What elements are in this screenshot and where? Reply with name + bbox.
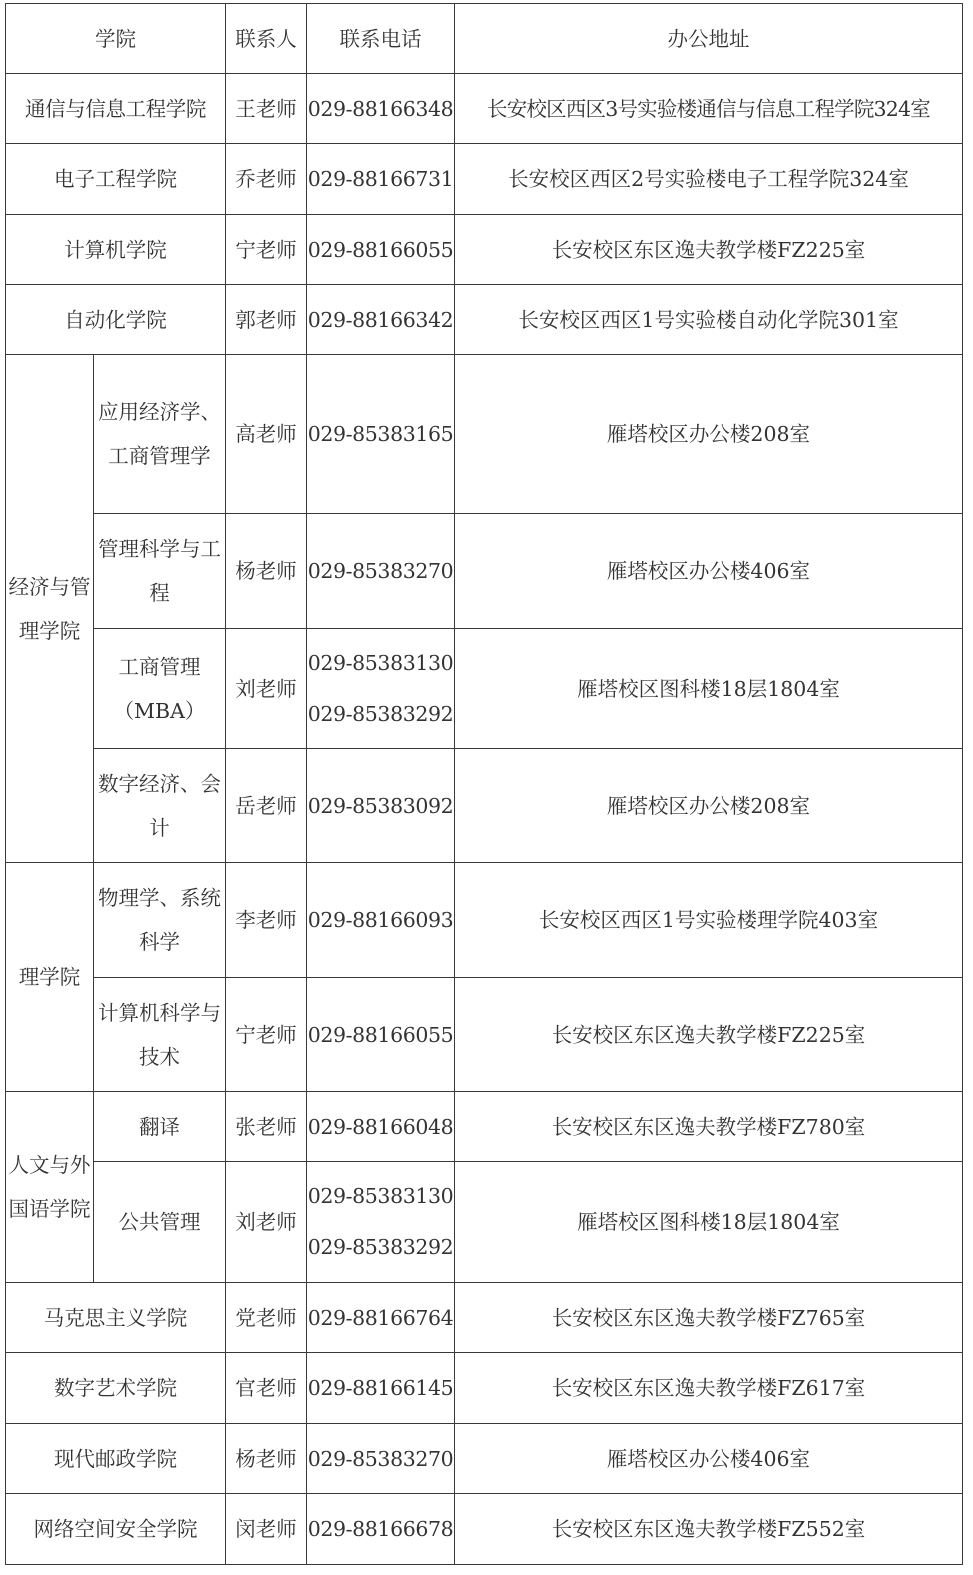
header-college: 学院	[6, 4, 226, 74]
college-name: 数字艺术学院	[6, 1353, 226, 1424]
office-address: 长安校区东区逸夫教学楼FZ765室	[455, 1283, 963, 1353]
office-address: 长安校区东区逸夫教学楼FZ617室	[455, 1353, 963, 1424]
header-phone: 联系电话	[307, 4, 455, 74]
phone-number: 029-85383092	[307, 749, 455, 863]
contact-name: 张老师	[226, 1092, 307, 1162]
contact-table	[5, 3, 963, 1565]
office-address: 长安校区西区2号实验楼电子工程学院324室	[455, 144, 963, 215]
contact-name: 党老师	[226, 1283, 307, 1353]
major-name: 数字经济、会计	[94, 749, 226, 863]
college-name: 计算机学院	[6, 215, 226, 285]
table-row	[6, 1283, 963, 1353]
office-address: 长安校区东区逸夫教学楼FZ552室	[455, 1494, 963, 1565]
college-name: 网络空间安全学院	[6, 1494, 226, 1565]
contact-name: 乔老师	[226, 144, 307, 215]
major-name: 物理学、系统科学	[94, 863, 226, 978]
major-name: 翻译	[94, 1092, 226, 1162]
office-address: 长安校区东区逸夫教学楼FZ225室	[455, 215, 963, 285]
major-name: 工商管理（MBA）	[94, 629, 226, 749]
office-address: 雁塔校区办公楼406室	[455, 514, 963, 629]
table-row	[6, 74, 963, 144]
contact-name: 高老师	[226, 355, 307, 514]
table-row	[6, 1494, 963, 1565]
table-row	[6, 1162, 963, 1283]
contact-name: 郭老师	[226, 285, 307, 355]
college-name: 自动化学院	[6, 285, 226, 355]
phone-number: 029-88166055	[307, 215, 455, 285]
header-contact: 联系人	[226, 4, 307, 74]
college-name: 经济与管理学院	[6, 355, 94, 863]
phone-number: 029-88166731	[307, 144, 455, 215]
table-row	[6, 355, 963, 514]
table-row	[6, 514, 963, 629]
office-address: 雁塔校区办公楼406室	[455, 1424, 963, 1494]
major-name: 公共管理	[94, 1162, 226, 1283]
office-address: 长安校区西区3号实验楼通信与信息工程学院324室	[455, 74, 963, 144]
major-name: 管理科学与工程	[94, 514, 226, 629]
office-address: 长安校区东区逸夫教学楼FZ780室	[455, 1092, 963, 1162]
phone-number: 029-88166342	[307, 285, 455, 355]
office-address: 雁塔校区图科楼18层1804室	[455, 1162, 963, 1283]
phone-number-primary: 029-85383130	[307, 650, 454, 675]
table-row	[6, 285, 963, 355]
phone-number: 029-88166678	[307, 1494, 455, 1565]
college-name: 通信与信息工程学院	[6, 74, 226, 144]
table-row	[6, 978, 963, 1092]
office-address: 长安校区西区1号实验楼理学院403室	[455, 863, 963, 978]
college-name: 电子工程学院	[6, 144, 226, 215]
college-name: 马克思主义学院	[6, 1283, 226, 1353]
table-row	[6, 629, 963, 749]
college-name: 理学院	[6, 863, 94, 1092]
college-name: 现代邮政学院	[6, 1424, 226, 1494]
phone-number: 029-85383270	[307, 1424, 455, 1494]
table-row	[6, 1092, 963, 1162]
contact-name: 宁老师	[226, 215, 307, 285]
table-row	[6, 215, 963, 285]
phone-number	[307, 629, 455, 749]
table-row	[6, 1424, 963, 1494]
phone-number-secondary: 029-85383292	[307, 701, 454, 726]
phone-number: 029-88166093	[307, 863, 455, 978]
phone-number	[307, 1162, 455, 1283]
table-row	[6, 144, 963, 215]
contact-name: 王老师	[226, 74, 307, 144]
header-address: 办公地址	[455, 4, 963, 74]
contact-name: 岳老师	[226, 749, 307, 863]
phone-number: 029-88166348	[307, 74, 455, 144]
contact-name: 李老师	[226, 863, 307, 978]
contact-name: 杨老师	[226, 514, 307, 629]
office-address: 雁塔校区图科楼18层1804室	[455, 629, 963, 749]
office-address: 雁塔校区办公楼208室	[455, 749, 963, 863]
college-name: 人文与外国语学院	[6, 1092, 94, 1283]
contact-name: 宁老师	[226, 978, 307, 1092]
office-address: 雁塔校区办公楼208室	[455, 355, 963, 514]
phone-number: 029-88166048	[307, 1092, 455, 1162]
phone-number: 029-88166055	[307, 978, 455, 1092]
phone-number: 029-88166145	[307, 1353, 455, 1424]
contact-name: 闵老师	[226, 1494, 307, 1565]
phone-number: 029-85383270	[307, 514, 455, 629]
major-name: 计算机科学与技术	[94, 978, 226, 1092]
phone-number: 029-85383165	[307, 355, 455, 514]
table-row	[6, 863, 963, 978]
table-header-row	[6, 4, 963, 74]
office-address: 长安校区西区1号实验楼自动化学院301室	[455, 285, 963, 355]
contact-name: 刘老师	[226, 629, 307, 749]
contact-name: 官老师	[226, 1353, 307, 1424]
table-row	[6, 1353, 963, 1424]
phone-number-secondary: 029-85383292	[307, 1235, 454, 1259]
table-row	[6, 749, 963, 863]
phone-number: 029-88166764	[307, 1283, 455, 1353]
contact-name: 杨老师	[226, 1424, 307, 1494]
major-name: 应用经济学、工商管理学	[94, 355, 226, 514]
office-address: 长安校区东区逸夫教学楼FZ225室	[455, 978, 963, 1092]
contact-name: 刘老师	[226, 1162, 307, 1283]
phone-number-primary: 029-85383130	[307, 1184, 454, 1208]
